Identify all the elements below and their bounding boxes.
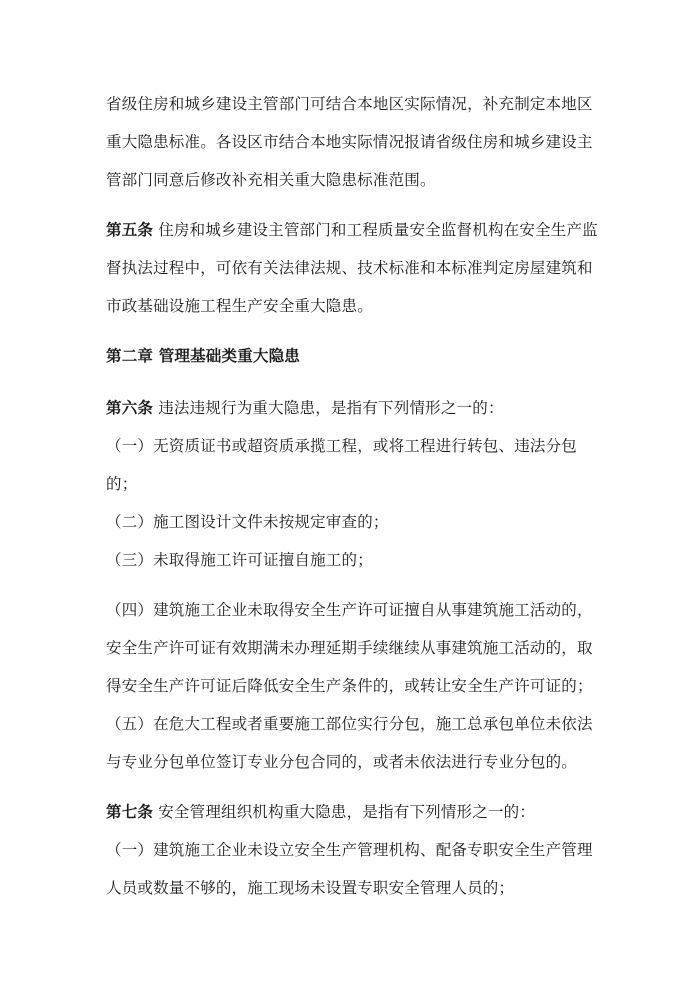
list-item: 安全生产许可证有效期满未办理延期手续继续从事建筑施工活动的，取 [106, 639, 593, 657]
article-5-label: 第五条 [106, 220, 154, 239]
article-6-label: 第六条 [106, 398, 154, 417]
paragraph-line: 省级住房和城乡建设主管部门可结合本地区实际情况，补充制定本地区 [106, 95, 593, 113]
paragraph-line: 市政基础设施工程生产安全重大隐患。 [106, 297, 373, 315]
list-item: 人员或数量不够的，施工现场未设置专职安全管理人员的； [106, 879, 515, 897]
list-item: （一）建筑施工企业未设立安全生产管理机构、配备专职安全生产管理 [106, 841, 593, 859]
list-item: （五）在危大工程或者重要施工部位实行分包，施工总承包单位未依法 [106, 715, 593, 733]
paragraph-line: 督执法过程中，可依有关法律法规、技术标准和本标准判定房屋建筑和 [106, 259, 593, 277]
article-6-intro: 违法违规行为重大隐患，是指有下列情形之一的： [153, 399, 504, 417]
paragraph-line: 重大隐患标准。各设区市结合本地实际情况报请省级住房和城乡建设主 [106, 133, 593, 151]
paragraph-line: 管部门同意后修改补充相关重大隐患标准范围。 [106, 171, 436, 189]
list-item: 得安全生产许可证后降低安全生产条件的，或转让安全生产许可证的； [106, 677, 593, 695]
list-item: （三）未取得施工许可证擅自施工的； [106, 551, 373, 569]
list-item: 的； [106, 475, 138, 493]
list-item: 与专业分包单位签订专业分包合同的，或者未依法进行专业分包的。 [106, 753, 578, 771]
article-7-label: 第七条 [106, 802, 154, 821]
article-5-text: 住房和城乡建设主管部门和工程质量安全监督机构在安全生产监 [153, 221, 598, 239]
chapter-heading: 第二章 管理基础类重大隐患 [106, 346, 300, 365]
article-7-line-1 [106, 801, 606, 823]
article-7-intro: 安全管理组织机构重大隐患，是指有下列情形之一的： [153, 803, 536, 821]
article-5-line-1 [106, 219, 606, 241]
article-6-line-1 [106, 397, 606, 419]
list-item: （二）施工图设计文件未按规定审查的； [106, 513, 389, 531]
list-item: （一）无资质证书或超资质承揽工程，或将工程进行转包、违法分包 [106, 437, 578, 455]
list-item: （四）建筑施工企业未取得安全生产许可证擅自从事建筑施工活动的， [106, 601, 593, 619]
